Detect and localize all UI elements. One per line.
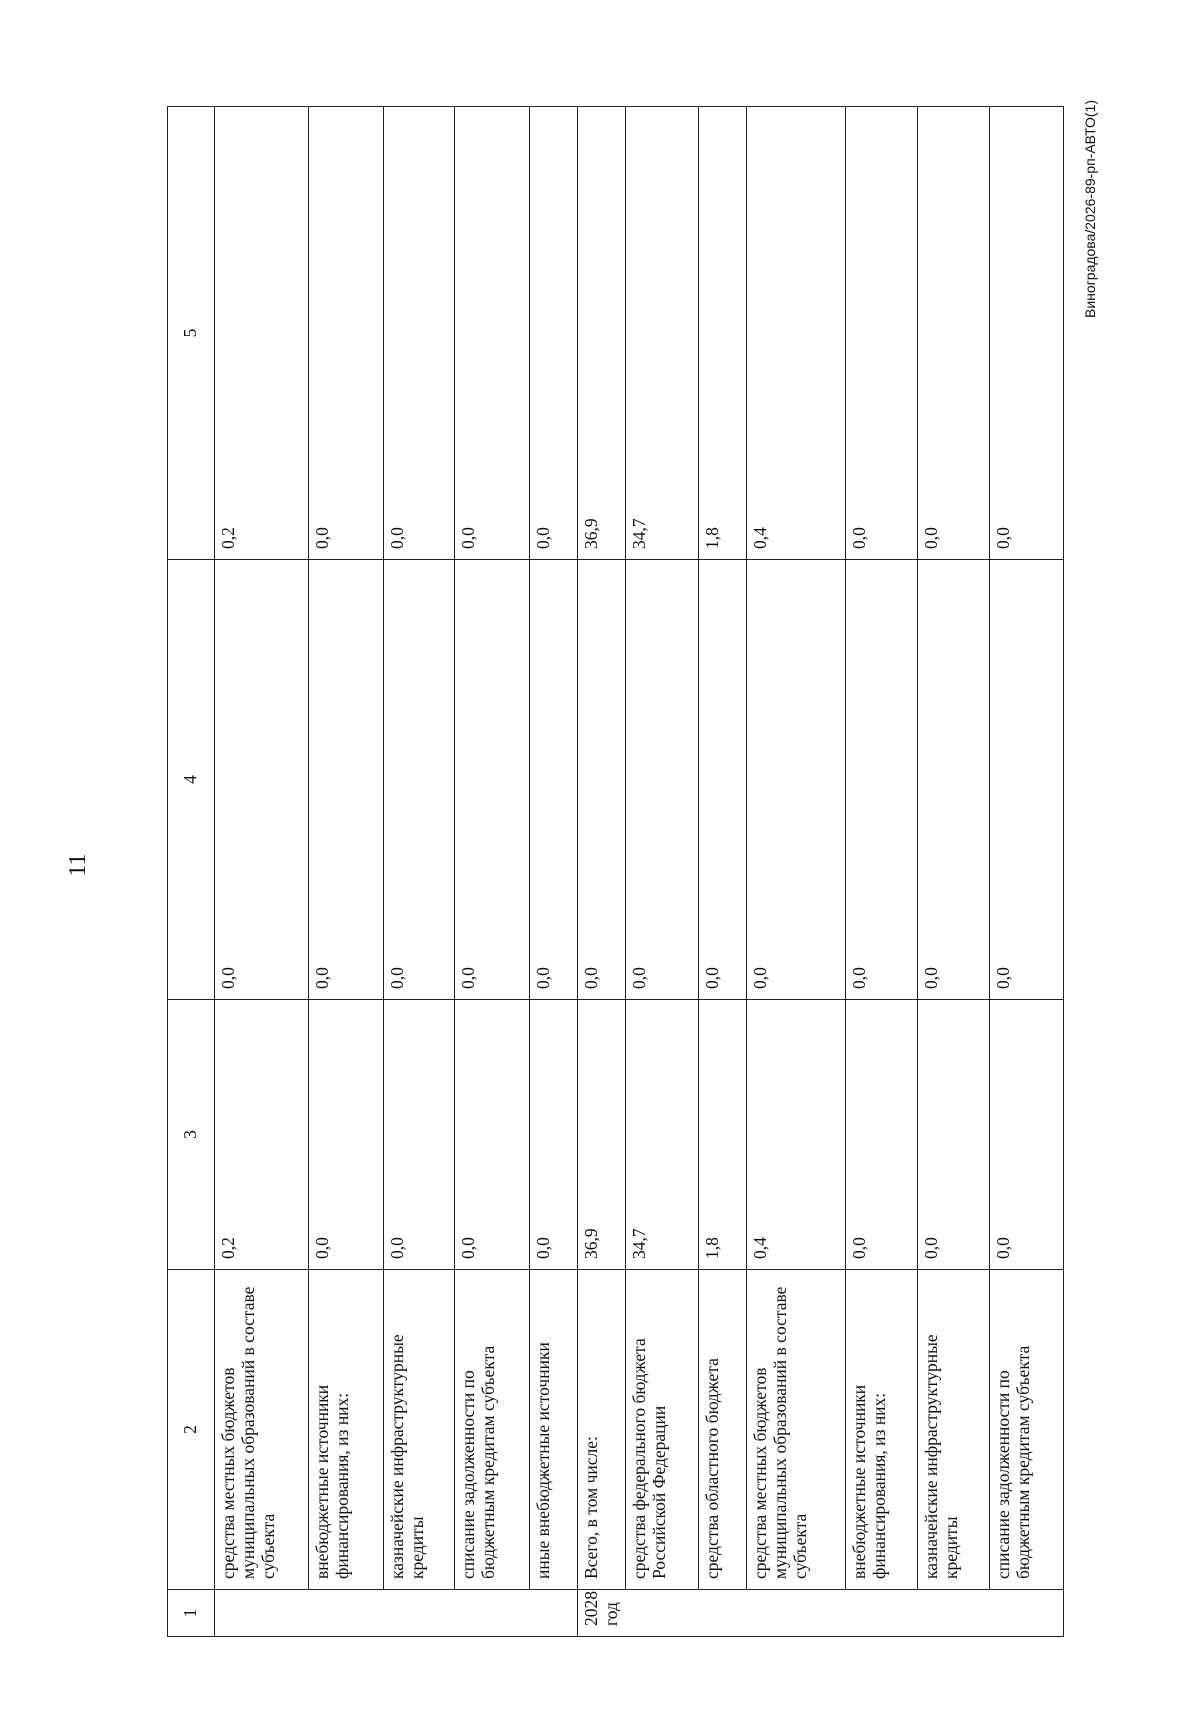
value-cell: 0,0 [309, 560, 384, 1000]
value-cell: 0,0 [918, 107, 990, 560]
row-label: средства местных бюджетов муниципальных образований в составе субъекта [747, 1270, 846, 1590]
table-row [747, 107, 846, 1637]
budget-table [167, 106, 1064, 1637]
table-row [626, 107, 698, 1637]
row-label: казначейские инфраструктурные кредиты [384, 1270, 455, 1590]
table-row [384, 107, 455, 1637]
row-label: списание задолженности по бюджетным кредитам субъекта [455, 1270, 530, 1590]
row-label: внебюджетные источники финансирования, из них: [845, 1270, 917, 1590]
table-row [215, 107, 309, 1637]
value-cell: 0,0 [384, 560, 455, 1000]
table-row [918, 107, 990, 1637]
value-cell: 0,0 [845, 107, 917, 560]
value-cell: 0,4 [747, 1000, 846, 1270]
value-cell: 0,0 [529, 107, 577, 560]
table-row [455, 107, 530, 1637]
value-cell: 0,0 [309, 107, 384, 560]
value-cell: 0,0 [309, 1000, 384, 1270]
value-cell: 34,7 [626, 1000, 698, 1270]
row-label: средства областного бюджета [698, 1270, 746, 1590]
year-cell [215, 1590, 578, 1637]
row-label: списание задолженности по бюджетным кредитам субъекта [990, 1270, 1064, 1590]
header-cell: 3 [168, 1000, 215, 1270]
table-row [698, 107, 746, 1637]
header-cell: 4 [168, 560, 215, 1000]
value-cell: 0,0 [918, 1000, 990, 1270]
value-cell: 0,0 [455, 1000, 530, 1270]
value-cell: 0,0 [845, 560, 917, 1000]
value-cell: 0,4 [747, 107, 846, 560]
header-row [168, 107, 215, 1637]
row-label: Всего, в том числе: [578, 1270, 626, 1590]
value-cell: 0,0 [529, 1000, 577, 1270]
header-cell: 2 [168, 1270, 215, 1590]
budget-table-container [167, 107, 1064, 1637]
row-label: средства местных бюджетов муниципальных образований в составе субъекта [215, 1270, 309, 1590]
value-cell: 0,0 [626, 560, 698, 1000]
value-cell: 0,2 [215, 1000, 309, 1270]
row-label: внебюджетные источники финансирования, из них: [309, 1270, 384, 1590]
value-cell: 34,7 [626, 107, 698, 560]
value-cell: 0,0 [455, 107, 530, 560]
header-cell: 1 [168, 1590, 215, 1637]
value-cell: 0,0 [918, 560, 990, 1000]
value-cell: 0,0 [578, 560, 626, 1000]
value-cell: 1,8 [698, 107, 746, 560]
value-cell: 0,0 [215, 560, 309, 1000]
value-cell: 0,0 [990, 107, 1064, 560]
value-cell: 0,0 [455, 560, 530, 1000]
value-cell: 0,0 [698, 560, 746, 1000]
value-cell: 0,0 [384, 1000, 455, 1270]
year-cell: 2028 год [578, 1590, 1064, 1637]
value-cell: 0,0 [529, 560, 577, 1000]
table-row [990, 107, 1064, 1637]
row-label: казначейские инфраструктурные кредиты [918, 1270, 990, 1590]
value-cell: 0,0 [990, 1000, 1064, 1270]
document-code: Виноградова/2026-89-рп-АВТО(1) [1082, 100, 1098, 318]
value-cell: 0,0 [845, 1000, 917, 1270]
value-cell: 0,0 [747, 560, 846, 1000]
table-row [578, 107, 626, 1637]
value-cell: 0,2 [215, 107, 309, 560]
row-label: средства федерального бюджета Российской Федерации [626, 1270, 698, 1590]
table-row [845, 107, 917, 1637]
table-row [309, 107, 384, 1637]
value-cell: 0,0 [384, 107, 455, 560]
table-row [529, 107, 577, 1637]
value-cell: 36,9 [578, 1000, 626, 1270]
row-label: иные внебюджетные источники [529, 1270, 577, 1590]
header-cell: 5 [168, 107, 215, 560]
value-cell: 1,8 [698, 1000, 746, 1270]
value-cell: 0,0 [990, 560, 1064, 1000]
page-number: 11 [64, 853, 91, 877]
value-cell: 36,9 [578, 107, 626, 560]
